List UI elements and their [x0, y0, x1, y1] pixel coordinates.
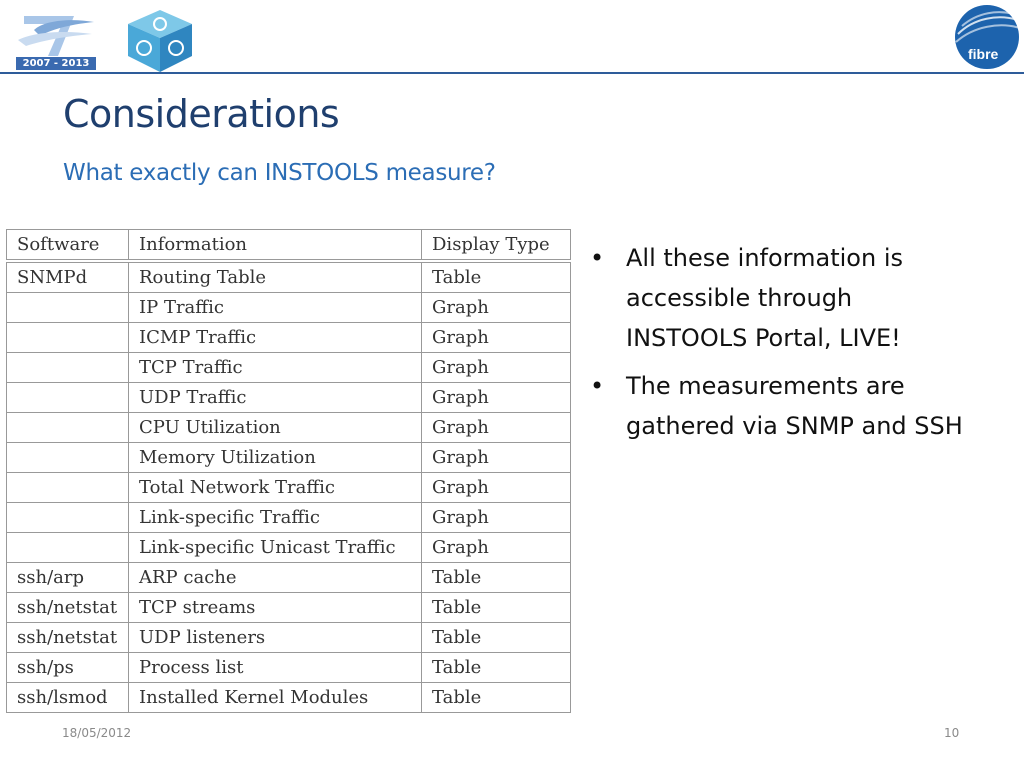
- table-cell: Table: [422, 563, 571, 593]
- table-row: [7, 323, 571, 353]
- table-cell: Table: [422, 593, 571, 623]
- table-cell: [7, 443, 129, 473]
- footer-date: 18/05/2012: [62, 726, 132, 740]
- table-cell: [7, 383, 129, 413]
- table-cell: Graph: [422, 353, 571, 383]
- table-cell: Routing Table: [129, 261, 422, 293]
- table-row: [7, 593, 571, 623]
- table-cell: ssh/netstat: [7, 623, 129, 653]
- bullet-text: All these information is accessible through INSTOOLS Portal, LIVE!: [626, 244, 903, 352]
- fp7-logo: [14, 10, 98, 70]
- table-cell: Table: [422, 683, 571, 713]
- measurements-table: [6, 229, 571, 713]
- bullet-icon: •: [590, 244, 605, 272]
- table-cell: SNMPd: [7, 261, 129, 293]
- table-row: [7, 293, 571, 323]
- fp7-years-label: 2007 - 2013: [16, 57, 96, 70]
- column-header: Software: [7, 230, 129, 262]
- table-cell: CPU Utilization: [129, 413, 422, 443]
- table-row: [7, 683, 571, 713]
- table-cell: [7, 533, 129, 563]
- column-header: Display Type: [422, 230, 571, 262]
- bullet-item: [590, 238, 970, 358]
- bullet-text: The measurements are gathered via SNMP and SSH: [626, 372, 963, 440]
- table-row: [7, 563, 571, 593]
- table-cell: Total Network Traffic: [129, 473, 422, 503]
- table-cell: ssh/lsmod: [7, 683, 129, 713]
- table-row: [7, 473, 571, 503]
- column-header: Information: [129, 230, 422, 262]
- table-cell: Graph: [422, 533, 571, 563]
- table-cell: Graph: [422, 473, 571, 503]
- table-cell: Table: [422, 261, 571, 293]
- table-body: [7, 261, 571, 713]
- header-divider: [0, 72, 1024, 74]
- table-cell: UDP Traffic: [129, 383, 422, 413]
- table-cell: ssh/ps: [7, 653, 129, 683]
- table-cell: Table: [422, 653, 571, 683]
- table-row: [7, 413, 571, 443]
- fibre-label: fibre: [968, 46, 999, 62]
- cube-logo: [122, 6, 198, 74]
- fp7-emblem-icon: [14, 10, 98, 58]
- table-cell: [7, 503, 129, 533]
- slide-title: Considerations: [63, 92, 340, 136]
- table-row: [7, 443, 571, 473]
- table-cell: IP Traffic: [129, 293, 422, 323]
- table-cell: [7, 473, 129, 503]
- table-header-row: [7, 230, 571, 262]
- table-cell: Graph: [422, 293, 571, 323]
- table-cell: Memory Utilization: [129, 443, 422, 473]
- table-cell: [7, 293, 129, 323]
- table-cell: ssh/netstat: [7, 593, 129, 623]
- slide-subtitle: What exactly can INSTOOLS measure?: [63, 160, 496, 186]
- table-cell: Graph: [422, 413, 571, 443]
- table-cell: [7, 353, 129, 383]
- table-cell: [7, 413, 129, 443]
- table-cell: Table: [422, 623, 571, 653]
- table-row: [7, 353, 571, 383]
- table-row: [7, 503, 571, 533]
- bullet-item: [590, 366, 970, 446]
- table-row: [7, 383, 571, 413]
- table-cell: ARP cache: [129, 563, 422, 593]
- table-cell: Graph: [422, 323, 571, 353]
- bullet-list: [590, 238, 970, 454]
- table-cell: ICMP Traffic: [129, 323, 422, 353]
- table-cell: Graph: [422, 443, 571, 473]
- table-row: [7, 653, 571, 683]
- table-cell: Process list: [129, 653, 422, 683]
- table-cell: UDP listeners: [129, 623, 422, 653]
- table-cell: Link-specific Unicast Traffic: [129, 533, 422, 563]
- table-cell: Graph: [422, 383, 571, 413]
- page-number: 10: [944, 726, 960, 740]
- table-cell: TCP streams: [129, 593, 422, 623]
- bullet-icon: •: [590, 372, 605, 400]
- table-row: [7, 533, 571, 563]
- table-cell: TCP Traffic: [129, 353, 422, 383]
- cube-icon: [122, 6, 198, 74]
- table-row: [7, 623, 571, 653]
- table-cell: ssh/arp: [7, 563, 129, 593]
- table-cell: Installed Kernel Modules: [129, 683, 422, 713]
- table-cell: Graph: [422, 503, 571, 533]
- table-cell: Link-specific Traffic: [129, 503, 422, 533]
- table-cell: [7, 323, 129, 353]
- table-row: [7, 261, 571, 293]
